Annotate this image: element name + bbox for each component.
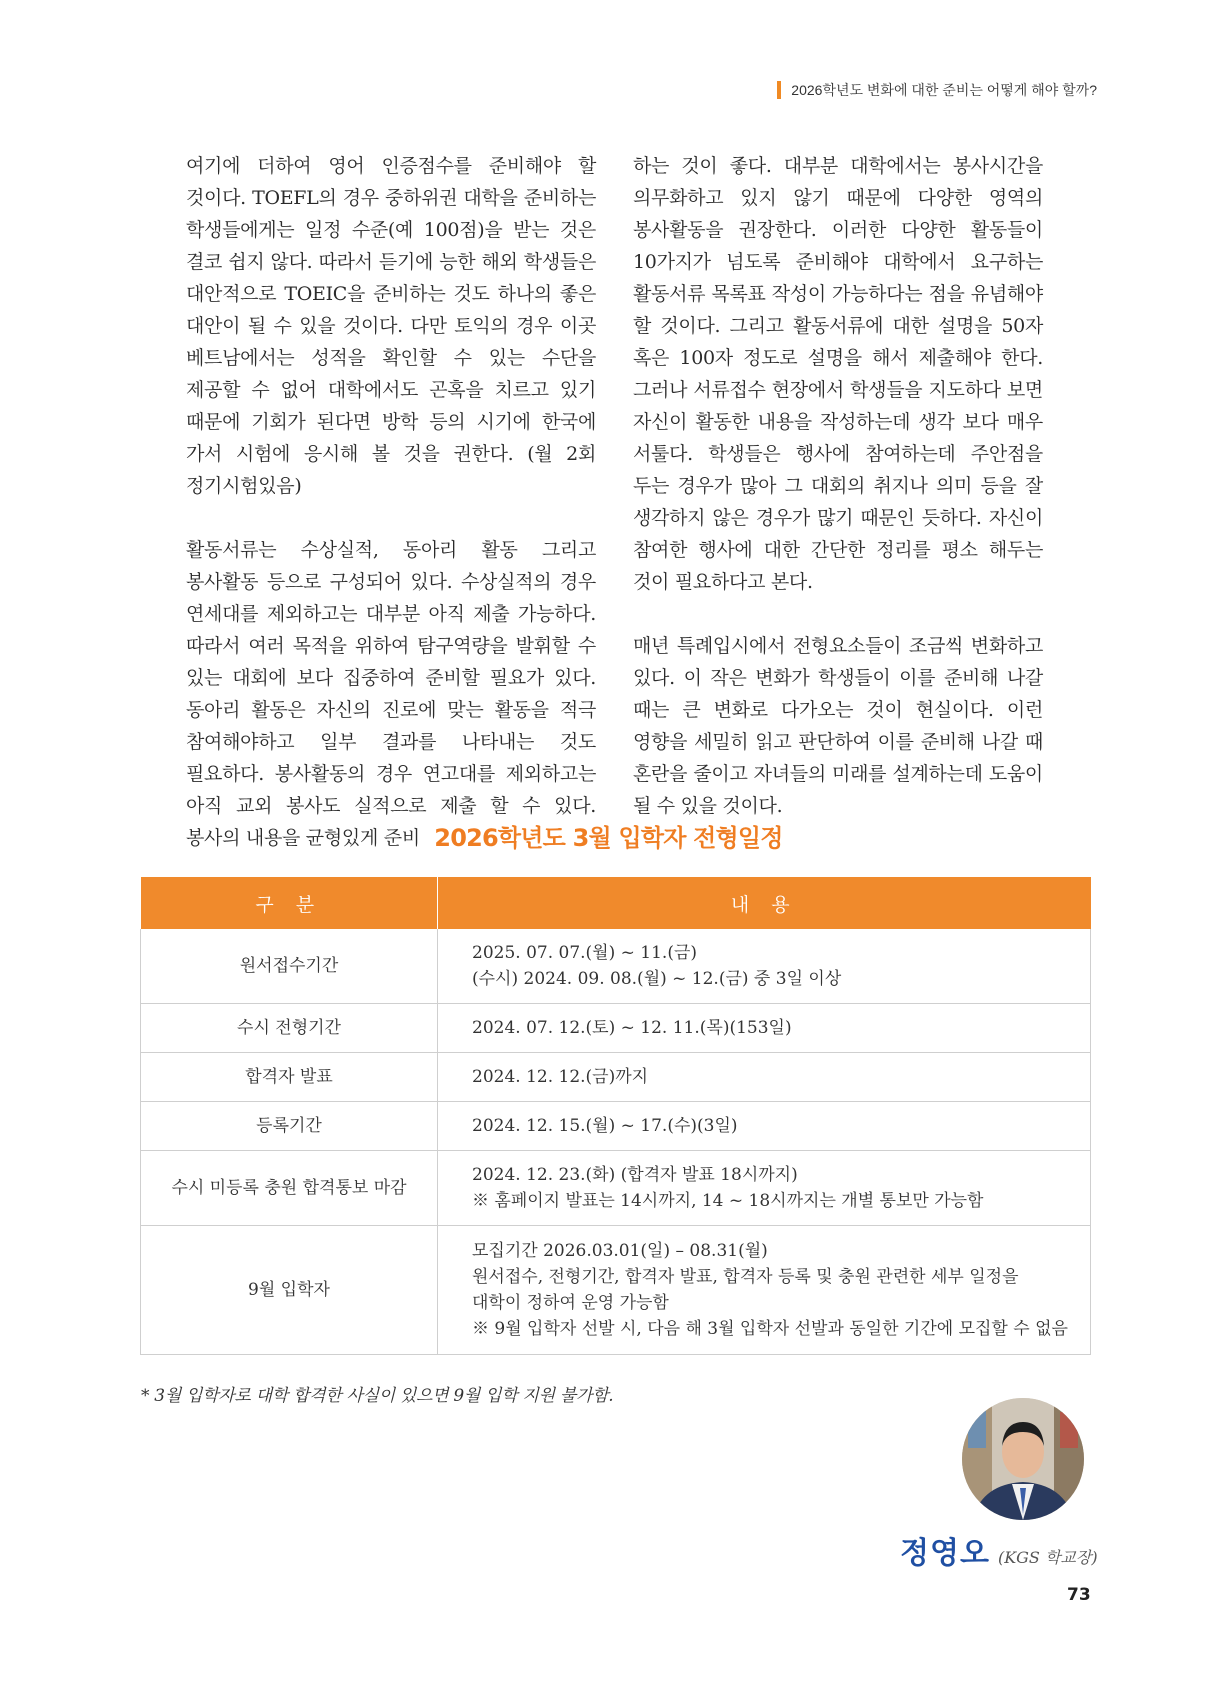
content-line: (수시) 2024. 09. 08.(월) ~ 12.(금) 중 3일 이상	[472, 969, 842, 989]
row-category: 합격자 발표	[141, 1053, 438, 1102]
row-category: 원서접수기간	[141, 929, 438, 1004]
table-row	[141, 1151, 1091, 1226]
paragraph: 여기에 더하여 영어 인증점수를 준비해야 할 것이다. TOEFL의 경우 중하위권 대학을 준비하는 학생들에게는 일정 수준(예 100점)을 받는 것은 결코 쉽지 않다. 따라서 듣기에 능한 해외 학생들은 대안적으로 TOEIC을 준비하는 것도 하나의 좋은 대안이 될 수 있을 것이다. 다만 토익의 경우 이곳 베트남에서는 성적을 확인할 수 있는 수단을 제공할 수 없어 대학에서도 곤혹을 치르고 있기 때문에 기회가 된다면 방학 등의 시기에 한국에 가서 시험에 응시해 볼 것을 권한다. (월 2회 정기시험있음)	[186, 155, 596, 497]
schedule-title: 2026학년도 3월 입학자 전형일정	[434, 824, 783, 852]
page-number: 73	[1067, 1585, 1091, 1605]
paragraph: 하는 것이 좋다. 대부분 대학에서는 봉사시간을 의무화하고 있지 않기 때문에 다양한 영역의 봉사활동을 권장한다. 이러한 다양한 활동들이 10가지가 넘도록 준비해야 대학에서 요구하는 활동서류 목록표 작성이 가능하다는 점을 유념해야 할 것이다. 그리고 활동서류에 대한 설명을 50자 혹은 100자 정도로 설명을 해서 제출해야 한다. 그러나 서류접수 현장에서 학생들을 지도하다 보면 자신이 활동한 내용을 작성하는데 생각 보다 매우 서툴다. 학생들은 행사에 참여하는데 주안점을 두는 경우가 많아 그 대회의 취지나 의미 등을 잘 생각하지 않은 경우가 많기 때문인 듯하다. 자신이 참여한 행사에 대한 간단한 정리를 평소 해두는 것이 필요하다고 본다.	[633, 155, 1043, 593]
content-line: ※ 홈페이지 발표는 14시까지, 14 ~ 18시까지는 개별 통보만 가능함	[472, 1191, 984, 1211]
row-category: 수시 미등록 충원 합격통보 마감	[141, 1151, 438, 1226]
header-title: 2026학년도 변화에 대한 준비는 어떻게 해야 할까?	[791, 82, 1097, 98]
row-content	[438, 1053, 1091, 1102]
table-row	[141, 929, 1091, 1004]
header-accent-bar	[777, 81, 781, 99]
table-row	[141, 1053, 1091, 1102]
row-category: 수시 전형기간	[141, 1004, 438, 1053]
paragraph: 매년 특례입시에서 전형요소들이 조금씩 변화하고 있다. 이 작은 변화가 학생들이 이를 준비해 나갈 때는 큰 변화로 다가오는 것이 현실이다. 이런 영향을 세밀히 읽고 판단하여 이를 준비해 나갈 때 혼란을 줄이고 자녀들의 미래를 설계하는데 도움이 될 수 있을 것이다.	[633, 635, 1043, 817]
table-row	[141, 1226, 1091, 1355]
author-name: 정영오	[900, 1536, 990, 1571]
table-header-row	[141, 877, 1091, 929]
portrait-illustration	[962, 1398, 1084, 1520]
row-content	[438, 1004, 1091, 1053]
row-content	[438, 1226, 1091, 1355]
content-line: 2024. 12. 23.(화) (합격자 발표 18시까지)	[472, 1165, 798, 1185]
schedule-table	[140, 877, 1091, 1355]
content-line: 2024. 12. 12.(금)까지	[472, 1067, 649, 1087]
row-content	[438, 1102, 1091, 1151]
content-line: 대학이 정하여 운영 가능함	[472, 1293, 669, 1313]
table-row	[141, 1102, 1091, 1151]
right-column	[633, 150, 1043, 822]
row-category: 9월 입학자	[141, 1226, 438, 1355]
running-header	[777, 80, 1097, 100]
author-photo	[962, 1398, 1084, 1520]
table-row	[141, 1004, 1091, 1053]
paragraph: 활동서류는 수상실적, 동아리 활동 그리고 봉사활동 등으로 구성되어 있다. 수상실적의 경우 연세대를 제외하고는 대부분 아직 제출 가능하다. 따라서 여러 목적을 위하여 탐구역량을 발휘할 수 있는 대회에 보다 집중하여 준비할 필요가 있다. 동아리 활동은 자신의 진로에 맞는 활동을 적극 참여해야하고 일부 결과를 나타내는 것도 필요하다. 봉사활동의 경우 연고대를 제외하고는 아직 교외 봉사도 실적으로 제출 할 수 있다. 봉사의 내용을 균형있게 준비	[186, 539, 596, 849]
row-content	[438, 929, 1091, 1004]
content-line: 2025. 07. 07.(월) ~ 11.(금)	[472, 943, 698, 963]
content-line: 모집기간 2026.03.01(일) – 08.31(월)	[472, 1241, 768, 1261]
left-column	[186, 150, 596, 854]
content-line: 2024. 07. 12.(토) ~ 12. 11.(목)(153일)	[472, 1018, 792, 1038]
content-line: ※ 9월 입학자 선발 시, 다음 해 3월 입학자 선발과 동일한 기간에 모집할 수 없음	[472, 1319, 1068, 1339]
author-role: (KGS 학교장)	[997, 1548, 1098, 1567]
footnote: * 3월 입학자로 대학 합격한 사실이 있으면 9월 입학 지원 불가함.	[141, 1386, 614, 1406]
content-line: 원서접수, 전형기간, 합격자 발표, 합격자 등록 및 충원 관련한 세부 일정을	[472, 1267, 1019, 1287]
row-content	[438, 1151, 1091, 1226]
content-line: 2024. 12. 15.(월) ~ 17.(수)(3일)	[472, 1116, 738, 1136]
author-signature	[900, 1528, 1098, 1572]
header-category: 구 분	[141, 877, 438, 929]
row-category: 등록기간	[141, 1102, 438, 1151]
header-content: 내 용	[438, 877, 1091, 929]
